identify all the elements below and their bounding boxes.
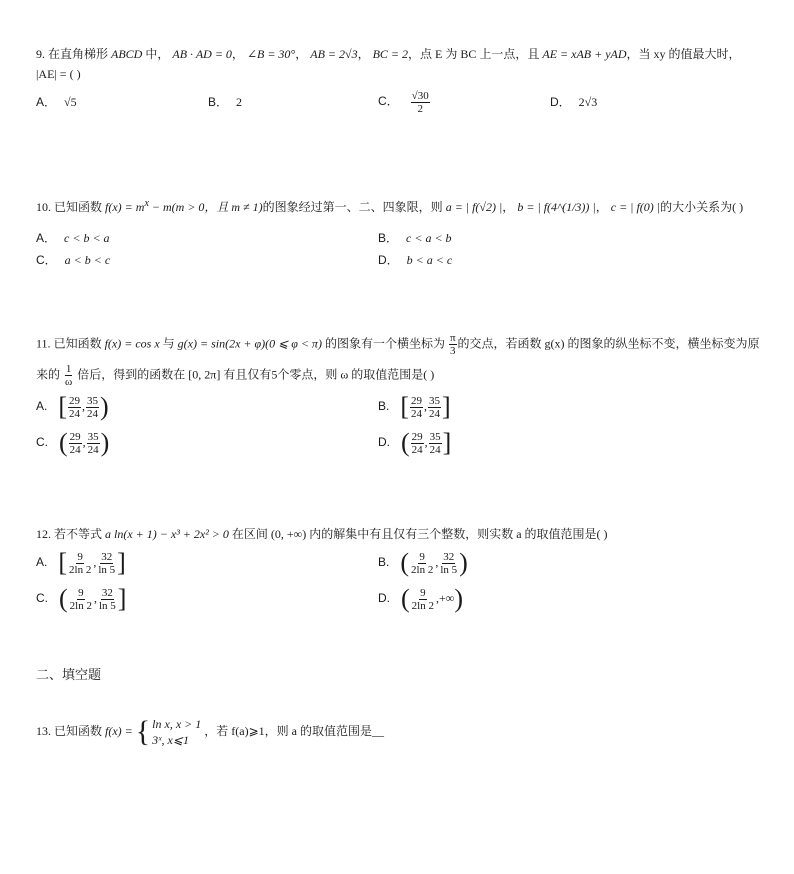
open-bracket: ( <box>401 428 410 457</box>
frac-num: 1 <box>65 363 72 375</box>
q10-exp: x <box>144 198 149 209</box>
option-label: D. <box>378 590 390 605</box>
q9-ae-vector: AE = xAB + yAD <box>542 47 627 61</box>
q13-f: f(x) = <box>105 723 133 738</box>
q10-c: c = | f(0) | <box>610 200 661 214</box>
fraction-1 <box>411 431 424 456</box>
q9-bc-length: BC = 2 <box>372 47 409 61</box>
q12-number: 12. <box>36 527 51 541</box>
q9-option-a[interactable] <box>36 92 77 112</box>
fraction-2 <box>86 395 99 420</box>
q9-dot-product: AB · AD = 0 <box>172 47 232 61</box>
q11-option-b[interactable]: B. [ $\frac{29}{24}$ , $\frac{35}{24}$ ] <box>378 392 451 421</box>
question-9 <box>36 44 770 84</box>
q10-function <box>105 200 263 214</box>
option-label: D． <box>378 253 399 267</box>
option-label: C. <box>36 590 48 605</box>
q9-point-text: ，点 E 为 BC 上一点，且 <box>408 47 540 61</box>
q11-number: 11. <box>36 336 51 351</box>
q12-option-a[interactable]: A. [ $\frac{9}{2\ln 2}$ , $\frac{32}{\ln 5}$ ] <box>36 548 126 577</box>
frac-den: 3 <box>450 345 456 357</box>
question-13 <box>36 716 770 748</box>
close-bracket: ] <box>117 548 126 577</box>
option-label: A． <box>36 95 57 109</box>
q11-f: f(x) = cos x <box>104 336 160 351</box>
q11-line2a: 来的 <box>36 367 61 382</box>
q9-text-lead: 在直角梯形 <box>48 47 109 61</box>
q9-option-b[interactable] <box>208 92 242 112</box>
option-value: a < b < c <box>64 253 111 267</box>
close-bracket: ) <box>100 392 109 421</box>
q9-stem: 9. 在直角梯形 ABCD 中， AB · AD = 0， ∠B = 30°， AB = 2√3， BC = 2，点 E 为 BC 上一点，且 AE = xAB + yAD，当 xy 的值最大时， <box>36 47 741 61</box>
frac-den: 24 <box>429 407 441 420</box>
q10-stem: 10. 已知函数 $f(x) = m^x - m(m > 0$，且 m ≠ 1)的图象经过第一、二、四象限，则 a = | f(√2) |， b = | f(4^(1/3)) |， c = | f(0) |的大小关系为( ) <box>36 198 744 214</box>
option-value: c < b < a <box>64 231 110 245</box>
q12-tail: 在区间 (0, +∞) 内的解集中有且仅有三个整数，则实数 a 的取值范围是( ) <box>231 527 608 541</box>
q9-option-d[interactable] <box>550 92 597 112</box>
open-bracket: [ <box>58 392 68 421</box>
option-label: A. <box>36 554 48 569</box>
frac-den: 24 <box>429 443 441 456</box>
frac-num: 35 <box>429 430 441 443</box>
q10-lead: 已知函数 <box>54 200 103 214</box>
q11-option-a[interactable]: A. [ $\frac{29}{24}$ , $\frac{35}{24}$ ) <box>36 392 109 421</box>
q10-option-a[interactable] <box>36 228 110 248</box>
option-label: C． <box>378 94 399 109</box>
q10-end: 的大小关系为( ) <box>660 200 744 214</box>
option-value: 2 <box>236 95 243 109</box>
fraction-2 <box>98 587 117 612</box>
option-label: D． <box>550 95 571 109</box>
fraction-2 <box>87 431 100 456</box>
q11-g: g(x) = sin(2x + φ)(0 ⩽ φ < π) <box>177 336 322 351</box>
frac-den: 2ln 2 <box>411 599 434 612</box>
frac-num: 9 <box>77 550 83 563</box>
frac-num: 29 <box>69 430 81 443</box>
option-label: B． <box>378 231 399 245</box>
fraction-1 <box>411 587 435 612</box>
close-bracket: ] <box>117 584 127 613</box>
q12-inequality: a ln(x + 1) − x³ + 2x² > 0 <box>105 527 229 541</box>
q11-mid: 与 <box>162 336 175 351</box>
question-10 <box>36 194 770 217</box>
option-value: b < a < c <box>406 253 453 267</box>
option-label: A. <box>36 398 48 413</box>
option-label: D. <box>378 434 390 449</box>
open-bracket: ( <box>400 548 410 577</box>
q9-angle: ∠B = 30° <box>246 47 296 61</box>
frac-den: 2 <box>417 103 423 115</box>
option-label: C. <box>36 434 48 449</box>
open-bracket: ( <box>59 428 68 457</box>
q9-shape: ABCD <box>111 47 143 61</box>
frac-den: ln 5 <box>98 599 116 612</box>
frac-den: ln 5 <box>98 563 116 576</box>
q11-pi-third <box>449 332 457 357</box>
frac-num: 32 <box>443 550 455 563</box>
option-label: B. <box>378 554 390 569</box>
q12-option-c[interactable]: C. ( $\frac{9}{2\ln 2}$ , $\frac{32}{\ln 5}$ ] <box>36 584 127 613</box>
question-11 <box>36 332 770 388</box>
fraction-1 <box>69 587 93 612</box>
piecewise-row-2: 3ˣ, x⩽1 <box>152 733 189 747</box>
q10-b: b = | f(4^(1/3)) | <box>517 200 596 214</box>
close-bracket: ) <box>459 548 468 577</box>
close-bracket: ) <box>454 584 463 613</box>
fraction-2 <box>429 431 442 456</box>
frac-den: 24 <box>69 443 81 456</box>
q9-tail: ，当 xy 的值最大时， <box>626 47 741 61</box>
close-bracket: ] <box>442 392 451 421</box>
q11-one-over-omega <box>64 363 73 388</box>
frac-num: 32 <box>101 550 113 563</box>
frac-den: 24 <box>87 443 99 456</box>
q10-tail: 的图象经过第一、二、四象限，则 <box>262 200 443 214</box>
q12-option-d[interactable]: D. ( $\frac{9}{2\ln 2}$ ,+∞) <box>378 584 463 613</box>
q11-line2b: 倍后，得到的函数在 [0, 2π] 有且仅有5个零点，则 ω 的取值范围是( ) <box>77 367 435 382</box>
q9-line2: |AE| = ( ) <box>36 67 81 81</box>
q10-rest: − m(m > 0，且 m ≠ 1) <box>148 200 263 214</box>
q9-text-mid: 中， <box>145 47 170 61</box>
option-label: B. <box>378 398 390 413</box>
open-bracket: ( <box>59 584 68 613</box>
q11-tail2: 的交点，若函数 g(x) 的图象的纵坐标不变，横坐标变为原 <box>457 336 760 351</box>
piecewise-row-1: ln x, x > 1 <box>152 717 202 731</box>
q13-lead: 已知函数 <box>54 723 103 738</box>
frac-den: 2ln 2 <box>69 563 92 576</box>
q11-option-d[interactable]: D. ( $\frac{29}{24}$ , $\frac{35}{24}$ ] <box>378 428 452 457</box>
open-bracket: [ <box>400 392 410 421</box>
q13-piecewise <box>136 716 202 748</box>
question-12 <box>36 524 770 544</box>
fraction-1 <box>68 551 92 576</box>
frac-num: 29 <box>411 394 423 407</box>
q10-option-b[interactable] <box>378 228 452 248</box>
frac-num: 29 <box>69 394 81 407</box>
frac-den: 24 <box>411 407 423 420</box>
q10-fx: f(x) = m <box>105 200 145 214</box>
option-fraction <box>411 90 430 115</box>
frac-den: 2ln 2 <box>69 599 92 612</box>
option-label: B． <box>208 95 229 109</box>
q10-option-c[interactable] <box>36 250 110 270</box>
piecewise-rows <box>152 716 201 748</box>
option-value: c < a < b <box>406 231 452 245</box>
infinity: +∞ <box>438 590 455 605</box>
q10-a: a = | f(√2) | <box>445 200 503 214</box>
brace: { <box>135 715 151 748</box>
frac-den: 24 <box>87 407 99 420</box>
frac-num: √30 <box>411 90 429 102</box>
fraction-2 <box>439 551 458 576</box>
q12-lead: 若不等式 <box>54 527 103 541</box>
frac-num: 9 <box>420 586 426 599</box>
q11-option-c[interactable]: C. ( $\frac{29}{24}$ , $\frac{35}{24}$ ) <box>36 428 110 457</box>
frac-num: 35 <box>429 394 441 407</box>
frac-num: 29 <box>411 430 423 443</box>
fraction-1 <box>69 431 82 456</box>
q10-option-d[interactable] <box>378 250 452 270</box>
option-label: C． <box>36 253 57 267</box>
option-value: 2√3 <box>578 95 598 109</box>
q13-stem <box>36 716 770 748</box>
q9-number: 9. <box>36 47 45 61</box>
q10-number: 10. <box>36 200 51 214</box>
fraction-2 <box>428 395 441 420</box>
frac-den: 2ln 2 <box>411 563 434 576</box>
fraction-2 <box>97 551 116 576</box>
fraction-1 <box>68 395 81 420</box>
open-bracket: [ <box>58 548 68 577</box>
frac-num: π <box>449 332 456 344</box>
frac-den: ln 5 <box>440 563 458 576</box>
close-bracket: ] <box>442 428 452 457</box>
option-label: A． <box>36 231 57 245</box>
q11-line2 <box>36 363 770 388</box>
frac-num: 35 <box>87 430 99 443</box>
q11-tail: 的图象有一个横坐标为 <box>324 336 445 351</box>
q13-tail: ，若 f(a)⩾1，则 a 的取值范围是__ <box>204 723 384 738</box>
frac-num: 32 <box>101 586 113 599</box>
fraction-1 <box>410 395 423 420</box>
q11-stem <box>36 332 770 357</box>
frac-den: 24 <box>411 443 423 456</box>
frac-num: 35 <box>87 394 99 407</box>
q9-ab-length: AB = 2√3 <box>310 47 358 61</box>
close-bracket: ) <box>100 428 110 457</box>
q11-lead: 已知函数 <box>53 336 102 351</box>
fraction-1 <box>410 551 434 576</box>
frac-den: ω <box>65 376 73 388</box>
section-title: 二、填空题 <box>36 667 102 682</box>
q9-option-c[interactable] <box>378 90 431 115</box>
option-value: √5 <box>64 95 77 109</box>
q12-option-b[interactable]: B. ( $\frac{9}{2\ln 2}$ , $\frac{32}{\ln 5}$ ) <box>378 548 468 577</box>
frac-den: 24 <box>69 407 81 420</box>
q13-number: 13. <box>36 723 51 738</box>
frac-num: 9 <box>78 586 84 599</box>
frac-num: 9 <box>419 550 425 563</box>
q12-stem <box>36 524 770 544</box>
open-bracket: ( <box>401 584 410 613</box>
